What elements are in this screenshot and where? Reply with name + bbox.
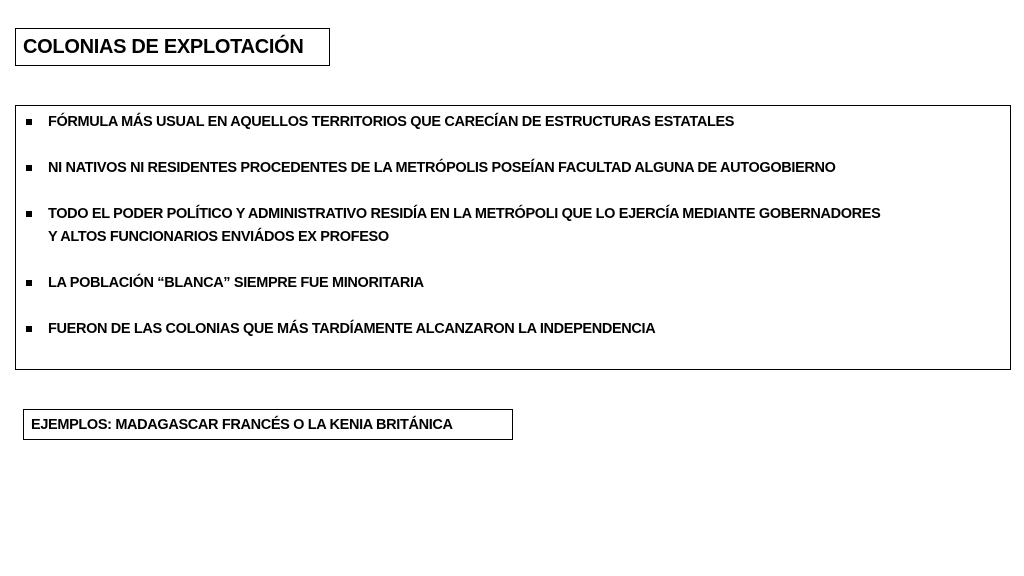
bullet-text: NI NATIVOS NI RESIDENTES PROCEDENTES DE LA METRÓPOLIS POSEÍAN FACULTAD ALGUNA DE AUTOGOBIERNO [48, 160, 836, 176]
square-bullet-icon [26, 211, 32, 217]
slide-title-box [15, 28, 330, 66]
bullet-item [26, 272, 1002, 295]
square-bullet-icon [26, 326, 32, 332]
bullet-list-box [15, 105, 1011, 370]
bullet-text: FÓRMULA MÁS USUAL EN AQUELLOS TERRITORIOS QUE CARECÍAN DE ESTRUCTURAS ESTATALES [48, 114, 735, 130]
bullet-item [26, 157, 1002, 180]
examples-box [23, 409, 513, 440]
square-bullet-icon [26, 119, 32, 125]
square-bullet-icon [26, 280, 32, 286]
bullet-item [26, 111, 1002, 134]
slide-title: COLONIAS DE EXPLOTACIÓN [23, 35, 304, 58]
bullet-text: LA POBLACIÓN “BLANCA” SIEMPRE FUE MINORITARIA [48, 275, 424, 291]
examples-text: EJEMPLOS: MADAGASCAR FRANCÉS O LA KENIA BRITÁNICA [31, 416, 453, 433]
square-bullet-icon [26, 165, 32, 171]
bullet-text: FUERON DE LAS COLONIAS QUE MÁS TARDÍAMENTE ALCANZARON LA INDEPENDENCIA [48, 321, 656, 337]
bullet-item [26, 318, 1002, 341]
bullet-item [26, 203, 1002, 249]
bullet-text: TODO EL PODER POLÍTICO Y ADMINISTRATIVO RESIDÍA EN LA METRÓPOLI QUE LO EJERCÍA MEDIANTE GOBERNADORES Y ALTOS FUNCIONARIOS ENVIÁDOS EX PROFESO [48, 206, 881, 245]
